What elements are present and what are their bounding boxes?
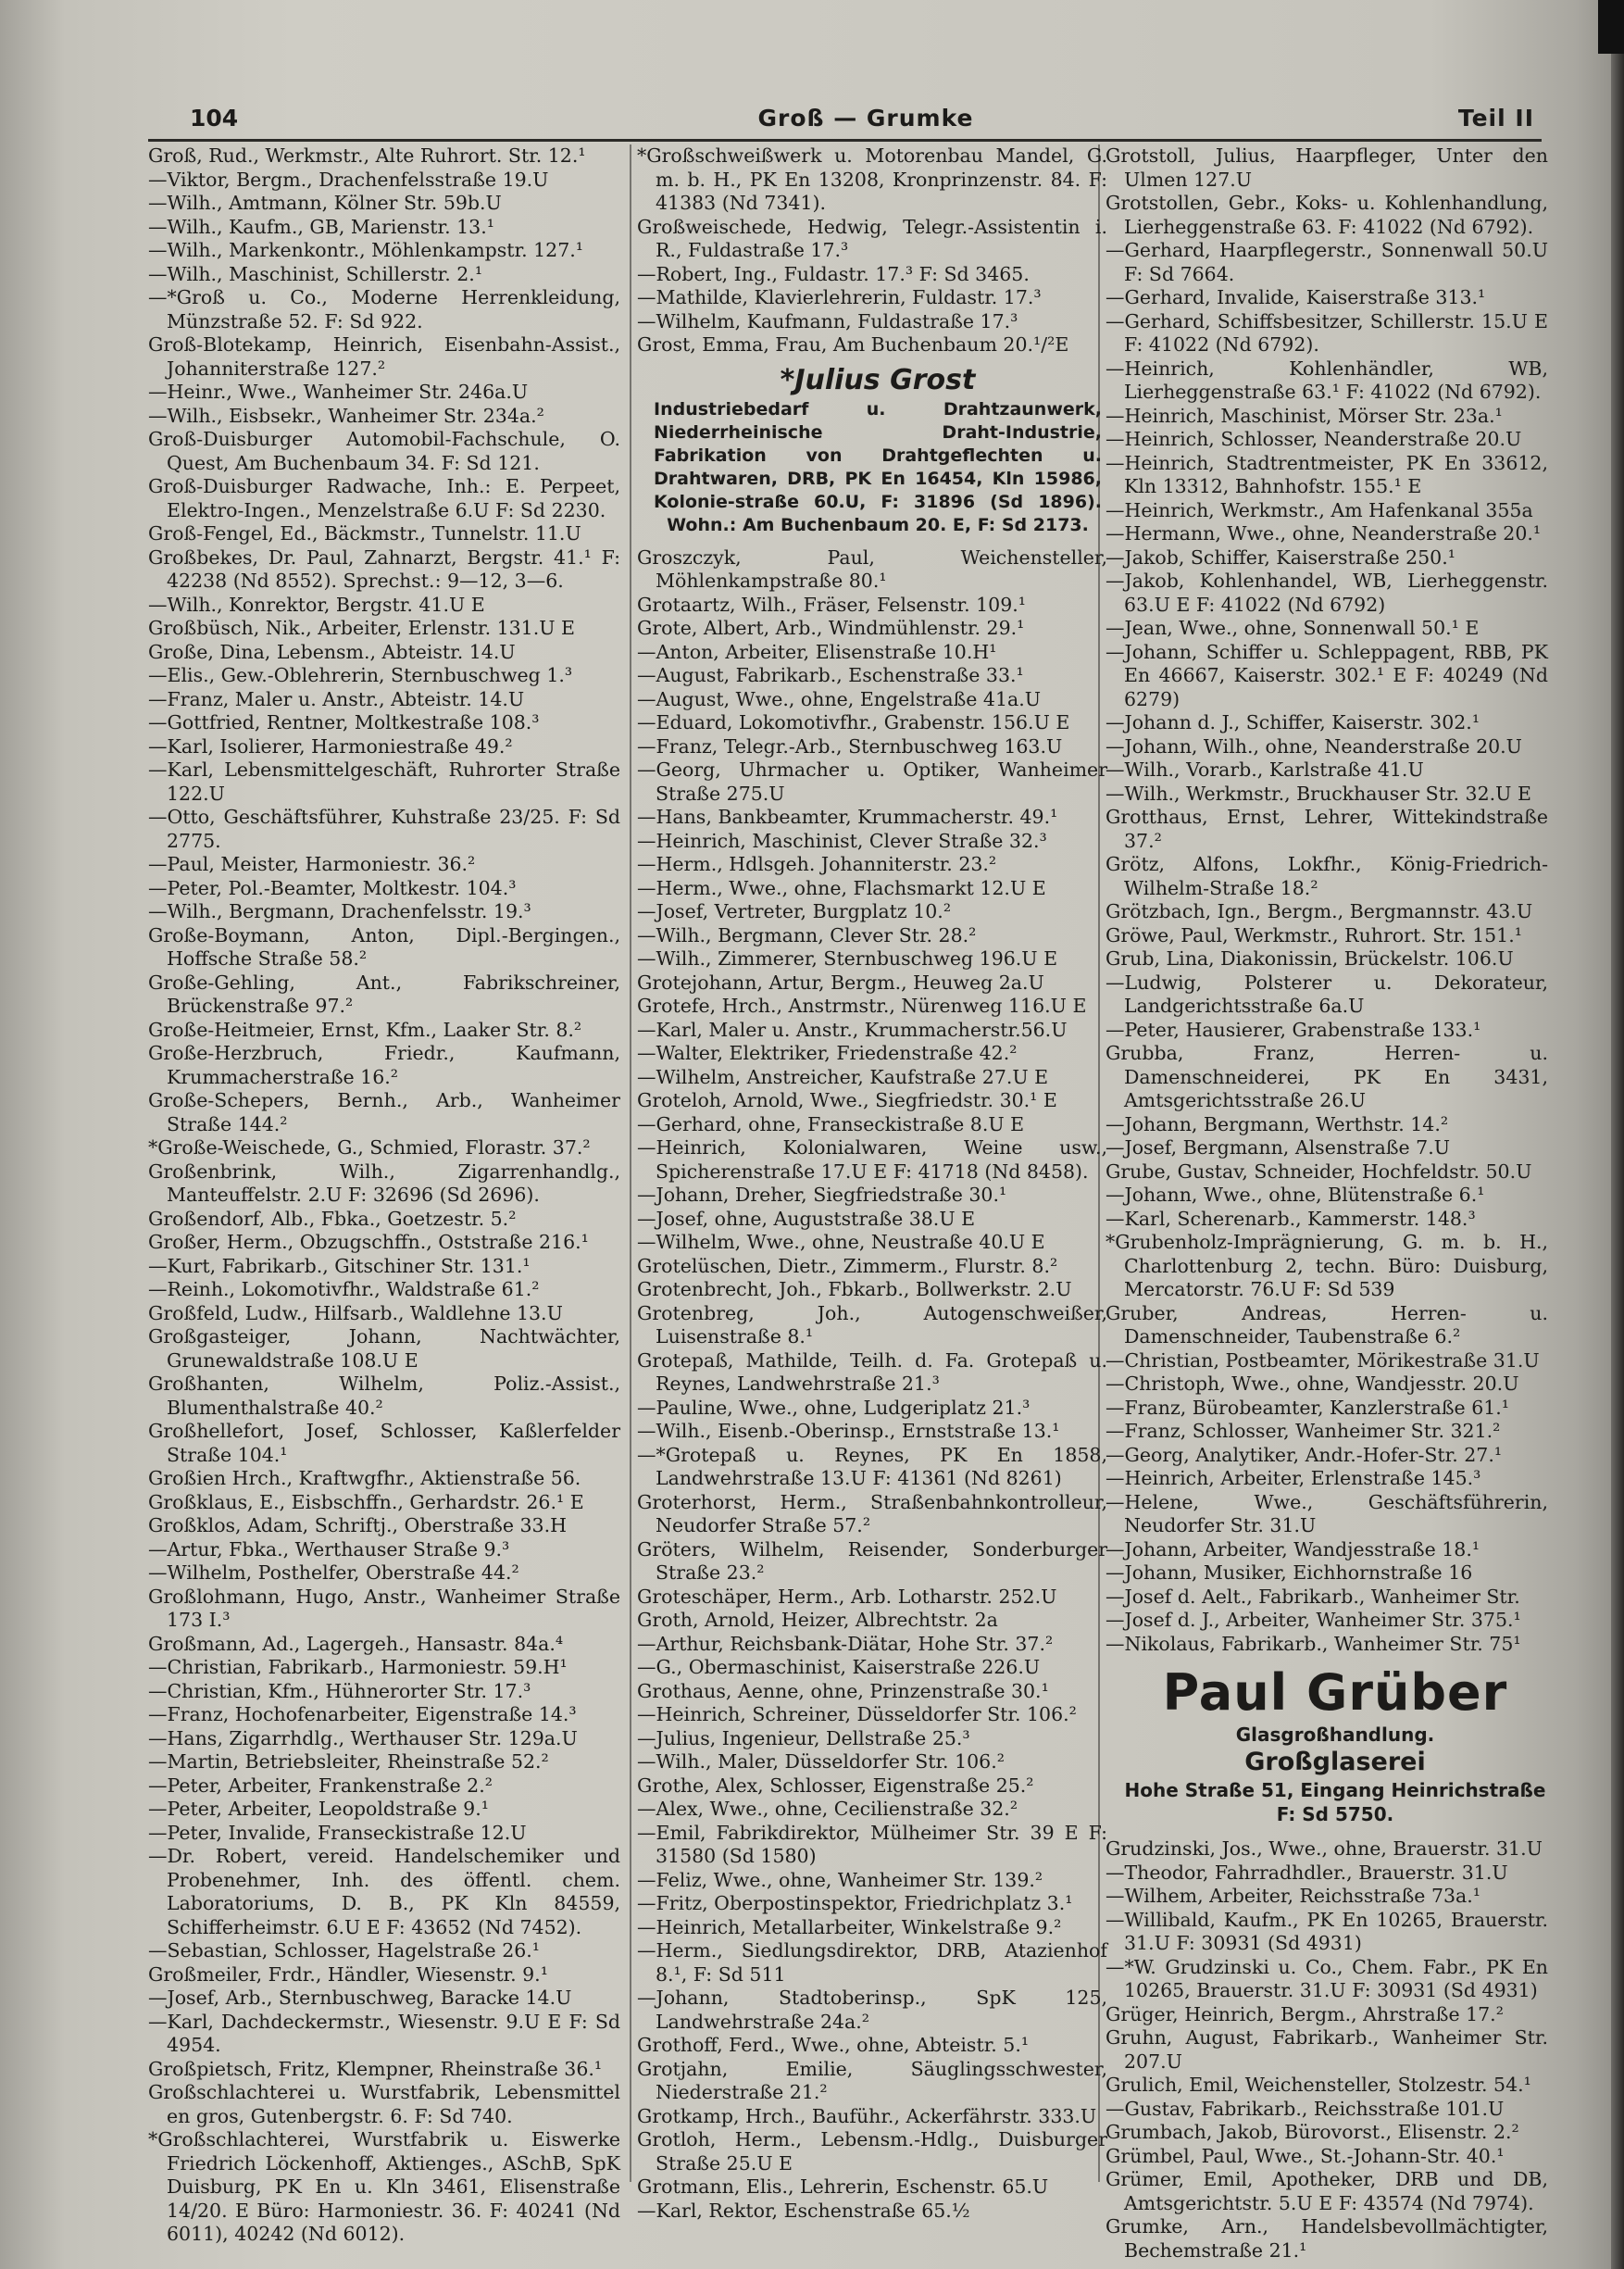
page-header [190,105,1542,142]
directory-entry: Großmann, Ad., Lagergeh., Hansastr. 84a.⁴ [148,1632,564,1655]
directory-entry: —Heinrich, Schlosser, Neanderstraße 20.U [1106,428,1522,450]
directory-entry: —Wilh., Maschinist, Schillerstr. 2.¹ [148,262,483,285]
directory-entry: —Josef d. Aelt., Fabrikarb., Wanheimer Str. [1106,1585,1520,1608]
directory-entry: —August, Wwe., ohne, Engelstraße 41a.U [637,687,1042,710]
directory-entry: Grothoff, Ferd., Wwe., ohne, Abteistr. 5.¹ [637,2034,1030,2056]
advert-line: Glasgroßhandlung. [1235,1724,1435,1746]
directory-entry: —Christian, Fabrikarb., Harmoniestr. 59.H¹ [148,1656,568,1678]
directory-entry: Groth, Arnold, Heizer, Albrechtstr. 2a [637,1609,998,1631]
directory-entry: Groszczyk, Paul, Weichensteller, Möhlenkampstraße 80.¹ [637,545,1107,592]
directory-entry: —Wilh., Eisenb.-Oberinsp., Ernststraße 13.¹ [637,1420,1060,1442]
directory-entry: —Christian, Kfm., Hühnerorter Str. 17.³ [148,1679,531,1702]
directory-entry: —Wilh., Werkmstr., Bruckhauser Str. 32.U E [1106,782,1531,805]
directory-entry: —Wilh., Konrektor, Bergstr. 41.U E [148,593,485,616]
directory-entry: Grotloh, Herm., Lebensm.-Hdlg., Duisburger Straße 25.U E [637,2128,1107,2175]
directory-entry: Grulich, Emil, Weichensteller, Stolzestr. 54.¹ [1106,2074,1531,2096]
directory-entry: Groß-Fengel, Ed., Bäckmstr., Tunnelstr. 11.U [148,522,581,545]
directory-entry: —Wilh., Zimmerer, Sternbuschweg 196.U E [637,947,1058,970]
directory-entry: Großer, Herm., Obzugschffn., Oststraße 216.¹ [148,1231,589,1253]
directory-entry: —Gerhard, ohne, Franseckistraße 8.U E [637,1112,1025,1135]
directory-entry: *Großschweißwerk u. Motorenbau Mandel, G. m. b. H., PK En 13208, Kronprinzenstr. 84. F: 41383 (Nd 7341). [637,144,1107,214]
directory-entry: Großlohmann, Hugo, Anstr., Wanheimer Straße 173 I.³ [148,1585,620,1631]
directory-entry: —Wilhem, Arbeiter, Reichsstraße 73a.¹ [1106,1885,1480,1907]
directory-entry: —Hans, Zigarrhdlg., Werthauser Str. 129a.U [148,1726,578,1749]
directory-entry: —Walter, Elektriker, Friedenstraße 42.² [637,1042,1018,1064]
directory-entry: Grotepaß, Mathilde, Teilh. d. Fa. Grotepaß u. Reynes, Landwehrstraße 21.³ [637,1348,1107,1395]
directory-entry: —Helene, Wwe., Geschäftsführerin, Neudorfer Str. 31.U [1106,1490,1548,1536]
advert-line: Hohe Straße 51, Eingang Heinrichstraße [1124,1779,1546,1801]
directory-entry: —Gerhard, Schiffsbesitzer, Schillerstr. 15.U E F: 41022 (Nd 6792). [1106,309,1548,356]
directory-entry: —Johann d. J., Schiffer, Kaiserstr. 302.¹ [1106,711,1480,733]
directory-entry: Große-Schepers, Bernh., Arb., Wanheimer Straße 144.² [148,1089,620,1135]
directory-entry: —Willibald, Kaufm., PK En 10265, Brauerstr. 31.U F: 30931 (Sd 4931) [1106,1908,1548,1954]
directory-entry: —*Grotepaß u. Reynes, PK En 1858, Landwehrstraße 13.U F: 41361 (Nd 8261) [637,1443,1107,1489]
directory-entry: —Anton, Arbeiter, Elisenstraße 10.H¹ [637,640,997,663]
directory-entry: —Nikolaus, Fabrikarb., Wanheimer Str. 75¹ [1106,1632,1521,1655]
directory-entry: —Karl, Scherenarb., Kammerstr. 148.³ [1106,1207,1476,1230]
directory-entry: —Karl, Lebensmittelgeschäft, Ruhrorter Straße 122.U [148,758,620,805]
directory-entry: —Gustav, Fabrikarb., Reichsstraße 101.U [1106,2097,1505,2120]
directory-entry: —Josef d. J., Arbeiter, Wanheimer Str. 375.¹ [1106,1609,1521,1631]
directory-entry: Grudzinski, Jos., Wwe., ohne, Brauerstr. 31.U [1106,1837,1543,1860]
directory-entry: —Johann, Dreher, Siegfriedstraße 30.¹ [637,1184,1007,1206]
directory-entry: —Viktor, Bergm., Drachenfelsstraße 19.U [148,168,549,191]
directory-entry: Großbüsch, Nik., Arbeiter, Erlenstr. 131.U E [148,617,575,639]
directory-entry: —Robert, Ing., Fuldastr. 17.³ F: Sd 3465. [637,262,1030,285]
directory-entry: Grümer, Emil, Apotheker, DRB und DB, Amtsgerichtstr. 5.U E F: 43574 (Nd 7974). [1106,2168,1548,2214]
directory-entry: Großendorf, Alb., Fbka., Goetzestr. 5.² [148,1207,517,1230]
directory-entry: —Wilh., Bergmann, Clever Str. 28.² [637,923,977,946]
page-edge-shadow [1611,0,1624,2269]
directory-entry: —Peter, Invalide, Franseckistraße 12.U [148,1821,527,1844]
directory-entry: —Johann, Wwe., ohne, Blütenstraße 6.¹ [1106,1184,1485,1206]
directory-entry: —Karl, Maler u. Anstr., Krummacherstr.56.U [637,1018,1068,1041]
directory-entry: Gröwe, Paul, Werkmstr., Ruhrort. Str. 151.¹ [1106,923,1522,946]
directory-entry: Grotthaus, Ernst, Lehrer, Wittekindstraße 37.² [1106,806,1548,852]
directory-entry: —Elis., Gew.-Oblehrerin, Sternbuschweg 1.³ [148,664,573,686]
directory-entry: Grümbel, Paul, Wwe., St.-Johann-Str. 40.¹ [1106,2144,1505,2167]
directory-entry: Große-Heitmeier, Ernst, Kfm., Laaker Str. 8.² [148,1018,582,1041]
directory-entry: —Gottfried, Rentner, Moltkestraße 108.³ [148,711,540,733]
directory-entry: —Wilhelm, Anstreicher, Kaufstraße 27.U E [637,1065,1049,1088]
directory-entry: —Wilh., Bergmann, Drachenfelsstr. 19.³ [148,900,531,922]
directory-entry: —Paul, Meister, Harmoniestr. 36.² [148,853,476,875]
directory-entry: —Josef, Vertreter, Burgplatz 10.² [637,900,952,922]
directory-entry: —Wilh., Eisbsekr., Wanheimer Str. 234a.² [148,404,544,427]
directory-entry: —Johann, Stadtoberinsp., SpK 125, Landwehrstraße 24a.² [637,1987,1107,2033]
directory-entry: Großfeld, Ludw., Hilfsarb., Waldlehne 13.U [148,1301,563,1324]
column-3 [1106,144,1548,2263]
directory-entry: —Mathilde, Klavierlehrerin, Fuldastr. 17.³ [637,286,1042,308]
directory-entry: Großweischede, Hedwig, Telegr.-Assistentin i. R., Fuldastraße 17.³ [637,215,1107,261]
directory-entry: Große-Herzbruch, Friedr., Kaufmann, Krummacherstraße 16.² [148,1042,620,1088]
directory-entry: Groteschäper, Herm., Arb. Lotharstr. 252.U [637,1585,1057,1608]
directory-entry: —Feliz, Wwe., ohne, Wanheimer Str. 139.² [637,1868,1043,1891]
directory-entry: —Arthur, Reichsbank-Diätar, Hohe Str. 37.² [637,1632,1054,1655]
directory-entry: —Theodor, Fahrradhdler., Brauerstr. 31.U [1106,1861,1508,1884]
directory-entry: —Herm., Wwe., ohne, Flachsmarkt 12.U E [637,876,1046,899]
directory-entry: —Martin, Betriebsleiter, Rheinstraße 52.² [148,1750,549,1773]
directory-entry: Großpietsch, Fritz, Klempner, Rheinstraße 36.¹ [148,2057,603,2080]
directory-entry: Großgasteiger, Johann, Nachtwächter, Grunewaldstraße 108.U E [148,1325,620,1372]
directory-entry: Groteloh, Arnold, Wwe., Siegfriedstr. 30.¹ E [637,1089,1057,1111]
directory-entry: —Christian, Postbeamter, Mörikestraße 31.U [1106,1348,1540,1372]
directory-entry: —G., Obermaschinist, Kaiserstraße 226.U [637,1656,1041,1678]
directory-entry: —Artur, Fbka., Werthauser Straße 9.³ [148,1537,510,1561]
directory-entry: —Dr. Robert, vereid. Handelschemiker und Probenehmer, Inh. des öffentl. chem. Laboratoriums, D. B., PK Kln 84559, Schifferheimstr. 6.U E F: 43652 (Nd 7452). [148,1845,620,1938]
directory-entry: —Johann, Arbeiter, Wandjesstraße 18.¹ [1106,1537,1480,1561]
directory-entry: Grotkamp, Hrch., Bauführ., Ackerfährstr. 333.U [637,2104,1097,2127]
directory-entry: Großien Hrch., Kraftwgfhr., Aktienstraße 56. [148,1467,581,1489]
directory-entry: —Franz, Bürobeamter, Kanzlerstraße 61.¹ [1106,1396,1510,1419]
directory-entry: Groß-Duisburger Radwache, Inh.: E. Perpeet, Elektro-Ingen., Menzelstraße 6.U F: Sd 2230. [148,475,620,521]
directory-entry: —Herm., Siedlungsdirektor, DRB, Atazienhof 8.¹, F: Sd 511 [637,1939,1107,1986]
directory-entry: Grotstollen, Gebr., Koks- u. Kohlenhandlung, Lierheggenstraße 63. F: 41022 (Nd 6792). [1106,192,1548,238]
directory-entry: —Heinrich, Kohlenhändler, WB, Lierheggenstraße 63.¹ F: 41022 (Nd 6792). [1106,357,1548,403]
directory-entry: —Johann, Wilh., ohne, Neanderstraße 20.U [1106,734,1522,758]
header-rule [148,139,1542,142]
directory-entry: Grothe, Alex, Schlosser, Eigenstraße 25.² [637,1774,1034,1797]
directory-entry: —Peter, Hausierer, Grabenstraße 133.¹ [1106,1018,1481,1041]
directory-entry: —Heinr., Wwe., Wanheimer Str. 246a.U [148,381,529,403]
directory-entry: —Wilhelm, Wwe., ohne, Neustraße 40.U E [637,1231,1045,1253]
directory-entry: Grotenbreg, Joh., Autogenschweißer, Luisenstraße 8.¹ [637,1301,1107,1348]
directory-entry: Grotelüschen, Dietr., Zimmerm., Flurstr. 8.² [637,1254,1058,1277]
directory-entry: —Sebastian, Schlosser, Hagelstraße 26.¹ [148,1939,541,1962]
directory-entry: Gröters, Wilhelm, Reisender, Sonderburger Straße 23.² [637,1537,1107,1584]
directory-entry: *Grubenholz-Imprägnierung, G. m. b. H., Charlottenburg 2, techn. Büro: Duisburg, Mercatorstr. 76.U F: Sd 539 [1106,1231,1548,1300]
directory-entry: Groterhorst, Herm., Straßenbahnkontrolleur, Neudorfer Straße 57.² [637,1490,1107,1536]
directory-entry: —Wilhelm, Kaufmann, Fuldastraße 17.³ [637,309,1018,332]
column-divider-1 [630,144,631,2182]
directory-entry: —Wilh., Vorarb., Karlstraße 41.U [1106,758,1424,781]
directory-entry: Grotjahn, Emilie, Säuglingsschwester, Niederstraße 21.² [637,2057,1107,2103]
directory-entry: —Johann, Schiffer u. Schleppagent, RBB, PK En 46667, Kaiserstr. 302.¹ E F: 40249 (Nd 6279) [1106,640,1548,710]
directory-entry: Großbekes, Dr. Paul, Zahnarzt, Bergstr. 41.¹ F: 42238 (Nd 8552). Sprechst.: 9—12, 3—6. [148,545,620,592]
directory-entry: —Franz, Schlosser, Wanheimer Str. 321.² [1106,1420,1501,1442]
directory-entry: Große-Boymann, Anton, Dipl.-Bergingen., Hoffsche Straße 58.² [148,923,620,970]
directory-entry: Großhanten, Wilhelm, Poliz.-Assist., Blumenthalstraße 40.² [148,1373,620,1419]
directory-entry: Große, Dina, Lebensm., Abteistr. 14.U [148,640,516,663]
directory-entry: —Reinh., Lokomotivfhr., Waldstraße 61.² [148,1278,540,1300]
advert-paul-grueber [1122,1663,1548,1826]
directory-entry: —Emil, Fabrikdirektor, Mülheimer Str. 39 E F: 31580 (Sd 1580) [637,1821,1107,1867]
directory-entry: *Große-Weischede, G., Schmied, Florastr. 37.² [148,1136,591,1159]
directory-entry: Großklos, Adam, Schriftj., Oberstraße 33.H [148,1514,567,1536]
directory-entry: —Peter, Pol.-Beamter, Moltkestr. 104.³ [148,876,517,899]
directory-entry: —Peter, Arbeiter, Leopoldstraße 9.¹ [148,1798,489,1820]
directory-entry: Grubba, Franz, Herren- u. Damenschneiderei, PK En 3431, Amtsgerichtsstraße 26.U [1106,1042,1548,1111]
directory-entry: Grotaartz, Wilh., Fräser, Felsenstr. 109.¹ [637,593,1026,616]
directory-entry: —Johann, Bergmann, Werthstr. 14.² [1106,1112,1449,1135]
directory-entry: —Karl, Dachdeckermstr., Wiesenstr. 9.U E F: Sd 4954. [148,2010,620,2056]
directory-entry: —Eduard, Lokomotivfhr., Grabenstr. 156.U E [637,711,1070,733]
advert-line: Großglaserei [1244,1748,1426,1776]
directory-entry: —Wilh., Kaufm., GB, Marienstr. 13.¹ [148,215,494,238]
directory-entry: —Franz, Telegr.-Arb., Sternbuschweg 163.U [637,734,1063,758]
directory-entry: Groß-Blotekamp, Heinrich, Eisenbahn-Assist., Johanniterstraße 127.² [148,333,620,380]
advert-julius-grost [654,363,1102,537]
directory-entry: —Wilh., Amtmann, Kölner Str. 59b.U [148,192,502,214]
directory-entry: —*Groß u. Co., Moderne Herrenkleidung, Münzstraße 52. F: Sd 922. [148,286,620,332]
directory-entry: Grost, Emma, Frau, Am Buchenbaum 20.¹/²E [637,333,1069,356]
directory-entry: Großschlachterei u. Wurstfabrik, Lebensmittel en gros, Gutenbergstr. 6. F: Sd 740. [148,2081,620,2127]
directory-entry: Großmeiler, Frdr., Händler, Wiesenstr. 9.¹ [148,1962,548,1986]
directory-entry: —Josef, Arb., Sternbuschweg, Baracke 14.U [148,1987,572,2009]
advert-text: Industriebedarf u. Drahtzaunwerk, Niederrheinische Draht-Industrie, Fabrikation von Drahtgeflechten u. Drahtwaren, DRB, PK En 16454, Kln 15986, Kolonie-straße 60.U, F: 31896 (Sd 1896). Wohn.: Am Buchenbaum 20. E, F: Sd 2173. [654,398,1102,535]
directory-entry: Grotstoll, Julius, Haarpfleger, Unter den Ulmen 127.U [1106,144,1548,191]
column-2 [637,144,1107,2223]
directory-entry: —Ludwig, Polsterer u. Dekorateur, Landgerichtsstraße 6a.U [1106,971,1548,1017]
directory-entry: Grumbach, Jakob, Bürovorst., Elisenstr. 2.² [1106,2121,1519,2143]
advert-title: *Julius Grost [780,363,976,396]
directory-entry: Großenbrink, Wilh., Zigarrenhandlg., Manteuffelstr. 2.U F: 32696 (Sd 2696). [148,1160,620,1206]
directory-entry: —*W. Grudzinski u. Co., Chem. Fabr., PK En 10265, Brauerstr. 31.U F: 30931 (Sd 4931) [1106,1955,1548,2001]
directory-entry: —Heinrich, Werkmstr., Am Hafenkanal 355a [1106,498,1533,521]
directory-entry: Gruhn, August, Fabrikarb., Wanheimer Str. 207.U [1106,2026,1548,2073]
directory-entry: —Jakob, Schiffer, Kaiserstraße 250.¹ [1106,545,1455,569]
directory-entry: —Christoph, Wwe., ohne, Wandjesstr. 20.U [1106,1373,1519,1395]
directory-entry: Grumke, Arn., Handelsbevollmächtigter, Bechemstraße 21.¹ [1106,2215,1548,2262]
directory-entry: Grotenbrecht, Joh., Fbkarb., Bollwerkstr. 2.U [637,1278,1072,1300]
directory-entry: —Josef, ohne, Auguststraße 38.U E [637,1207,976,1230]
directory-entry: *Großschlachterei, Wurstfabrik u. Eiswerke Friedrich Löckenhoff, Aktienges., ASchB, SpK Duisburg, PK En u. Kln 3461, Elisenstraße 14/20. E Büro: Harmoniestr. 36. F: 40241 (Nd 6011), 40242 (Nd 6012). [148,2128,620,2245]
directory-entry: —Kurt, Fabrikarb., Gitschiner Str. 131.¹ [148,1254,531,1277]
directory-entry: —Pauline, Wwe., ohne, Ludgeriplatz 21.³ [637,1396,1031,1419]
directory-entry: —Josef, Bergmann, Alsenstraße 7.U [1106,1136,1450,1159]
page-number: 104 [190,105,239,132]
directory-entry: —August, Fabrikarb., Eschenstraße 33.¹ [637,664,1024,686]
directory-entry: —Julius, Ingenieur, Dellstraße 25.³ [637,1726,970,1749]
directory-entry: —Fritz, Oberpostinspektor, Friedrichplatz 3.¹ [637,1892,1073,1914]
directory-entry: —Wilhelm, Posthelfer, Oberstraße 44.² [148,1561,519,1584]
directory-entry: —Johann, Musiker, Eichhornstraße 16 [1106,1561,1473,1584]
directory-entry: —Karl, Rektor, Eschenstraße 65.½ [637,2199,970,2222]
directory-entry: —Hans, Bankbeamter, Krummacherstr. 49.¹ [637,806,1058,828]
directory-entry: —Heinrich, Kolonialwaren, Weine usw., Spicherenstraße 17.U E F: 41718 (Nd 8458). [637,1136,1107,1183]
corner-tab [1598,0,1624,54]
directory-entry: —Georg, Uhrmacher u. Optiker, Wanheimer Straße 275.U [637,758,1107,805]
directory-entry: —Heinrich, Maschinist, Clever Straße 32.³ [637,829,1047,852]
column-1 [148,144,620,2247]
directory-entry: —Georg, Analytiker, Andr.-Hofer-Str. 27.¹ [1106,1443,1503,1466]
directory-entry: Grothaus, Aenne, ohne, Prinzenstraße 30.¹ [637,1679,1049,1702]
directory-entry: —Wilh., Maler, Düsseldorfer Str. 106.² [637,1750,1005,1773]
directory-entry: Gruber, Andreas, Herren- u. Damenschneider, Taubenstraße 6.² [1106,1301,1548,1348]
directory-entry: —Heinrich, Metallarbeiter, Winkelstraße 9.² [637,1915,1062,1938]
directory-entry: Grötzbach, Ign., Bergm., Bergmannstr. 43.U [1106,900,1533,922]
directory-entry: —Heinrich, Maschinist, Mörser Str. 23a.¹ [1106,404,1503,427]
directory-entry: Großklaus, E., Eisbschffn., Gerhardstr. 26.¹ E [148,1490,584,1513]
advert-line: F: Sd 5750. [1276,1803,1394,1825]
directory-entry: —Otto, Geschäftsführer, Kuhstraße 23/25. F: Sd 2775. [148,806,620,852]
directory-entry: —Gerhard, Invalide, Kaiserstraße 313.¹ [1106,286,1486,308]
directory-entry: Groß-Duisburger Automobil-Fachschule, O. Quest, Am Buchenbaum 34. F: Sd 121. [148,428,620,474]
directory-entry: —Wilh., Markenkontr., Möhlenkampstr. 127.¹ [148,239,583,261]
directory-entry: Grüger, Heinrich, Bergm., Ahrstraße 17.² [1106,2002,1504,2025]
directory-entry: —Heinrich, Schreiner, Düsseldorfer Str. 106.² [637,1703,1077,1725]
advert-title: Paul Grüber [1162,1663,1508,1722]
directory-entry: —Franz, Maler u. Anstr., Abteistr. 14.U [148,687,525,710]
directory-entry: —Gerhard, Haarpflegerstr., Sonnenwall 50.U F: Sd 7664. [1106,239,1548,285]
directory-entry: Grub, Lina, Diakonissin, Brückelstr. 106.U [1106,947,1514,970]
directory-entry: —Alex, Wwe., ohne, Cecilienstraße 32.² [637,1798,1018,1820]
directory-entry: Grotefe, Hrch., Anstrmstr., Nürenweg 116.U E [637,995,1087,1017]
directory-entry: —Jakob, Kohlenhandel, WB, Lierheggenstr. 63.U E F: 41022 (Nd 6792) [1106,570,1548,616]
part-label: Teil II [1457,105,1534,132]
directory-entry: Grotejohann, Artur, Bergm., Heuweg 2a.U [637,971,1044,994]
directory-entry: Große-Gehling, Ant., Fabrikschreiner, Brückenstraße 97.² [148,971,620,1017]
directory-entry: Grotmann, Elis., Lehrerin, Eschenstr. 65.U [637,2175,1049,2198]
directory-entry: —Karl, Isolierer, Harmoniestraße 49.² [148,734,513,758]
directory-entry: —Herm., Hdlsgeh. Johanniterstr. 23.² [637,853,997,875]
directory-entry: —Jean, Wwe., ohne, Sonnenwall 50.¹ E [1106,617,1480,639]
directory-entry: —Heinrich, Arbeiter, Erlenstraße 145.³ [1106,1467,1481,1489]
directory-entry: Groß, Rud., Werkmstr., Alte Ruhrort. Str. 12.¹ [148,144,586,167]
directory-entry: Grötz, Alfons, Lokfhr., König-Friedrich-Wilhelm-Straße 18.² [1106,853,1548,899]
running-head: Groß — Grumke [757,105,974,132]
directory-entry: Grote, Albert, Arb., Windmühlenstr. 29.¹ [637,617,1025,639]
directory-entry: Grube, Gustav, Schneider, Hochfeldstr. 50.U [1106,1160,1532,1183]
directory-entry: —Peter, Arbeiter, Frankenstraße 2.² [148,1774,493,1797]
directory-entry: Großhellefort, Josef, Schlosser, Kaßlerfelder Straße 104.¹ [148,1420,620,1466]
directory-entry: —Franz, Hochofenarbeiter, Eigenstraße 14.³ [148,1703,577,1725]
directory-entry: —Heinrich, Stadtrentmeister, PK En 33612, Kln 13312, Bahnhofstr. 155.¹ E [1106,451,1548,497]
directory-entry: —Hermann, Wwe., ohne, Neanderstraße 20.¹ [1106,522,1542,545]
